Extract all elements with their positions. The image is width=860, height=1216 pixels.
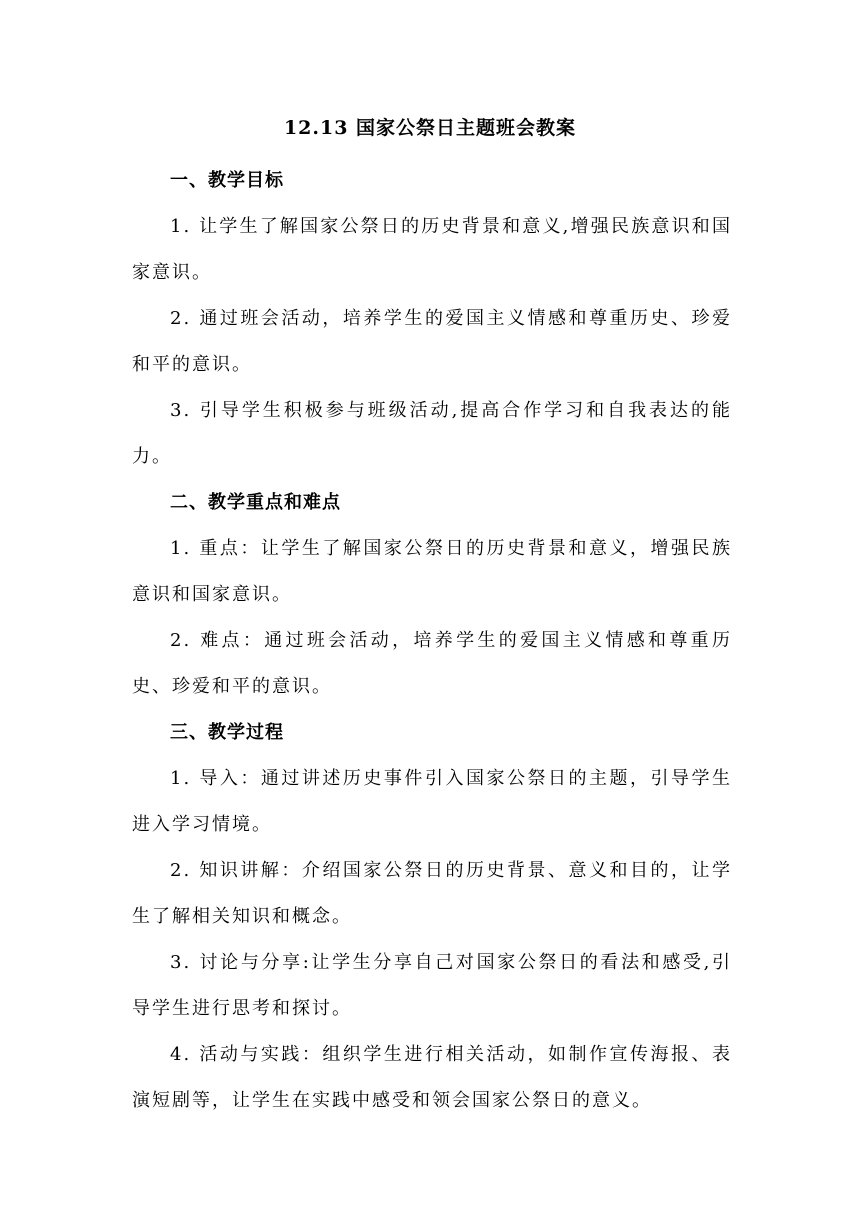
section-heading: 二、教学重点和难点 — [170, 492, 341, 513]
paragraph: 2. 知识讲解：介绍国家公祭日的历史背景、意义和目的，让学生了解相关知识和概念。 — [132, 860, 732, 927]
paragraph: 2. 难点：通过班会活动，培养学生的爱国主义情感和尊重历史、珍爱和平的意识。 — [132, 630, 732, 697]
section-teaching-process — [132, 710, 732, 1124]
document-body — [132, 158, 732, 1124]
document-title: 12.13 国家公祭日主题班会教案 — [283, 117, 577, 139]
paragraph: 3. 引导学生积极参与班级活动,提高合作学习和自我表达的能力。 — [132, 400, 732, 467]
section-teaching-goals — [132, 158, 732, 480]
paragraph: 1. 让学生了解国家公祭日的历史背景和意义,增强民族意识和国家意识。 — [132, 216, 732, 283]
paragraph: 2. 通过班会活动，培养学生的爱国主义情感和尊重历史、珍爱和平的意识。 — [132, 308, 732, 375]
paragraph: 3. 讨论与分享:让学生分享自己对国家公祭日的看法和感受,引导学生进行思考和探讨。 — [132, 952, 732, 1019]
section-heading: 三、教学过程 — [170, 722, 284, 743]
section-key-points — [132, 480, 732, 710]
paragraph: 1. 导入：通过讲述历史事件引入国家公祭日的主题，引导学生进入学习情境。 — [132, 768, 732, 835]
paragraph: 4. 活动与实践：组织学生进行相关活动，如制作宣传海报、表演短剧等，让学生在实践中感受和领会国家公祭日的意义。 — [132, 1044, 732, 1111]
section-heading: 一、教学目标 — [170, 170, 284, 191]
paragraph: 1. 重点：让学生了解国家公祭日的历史背景和意义，增强民族意识和国家意识。 — [132, 538, 732, 605]
